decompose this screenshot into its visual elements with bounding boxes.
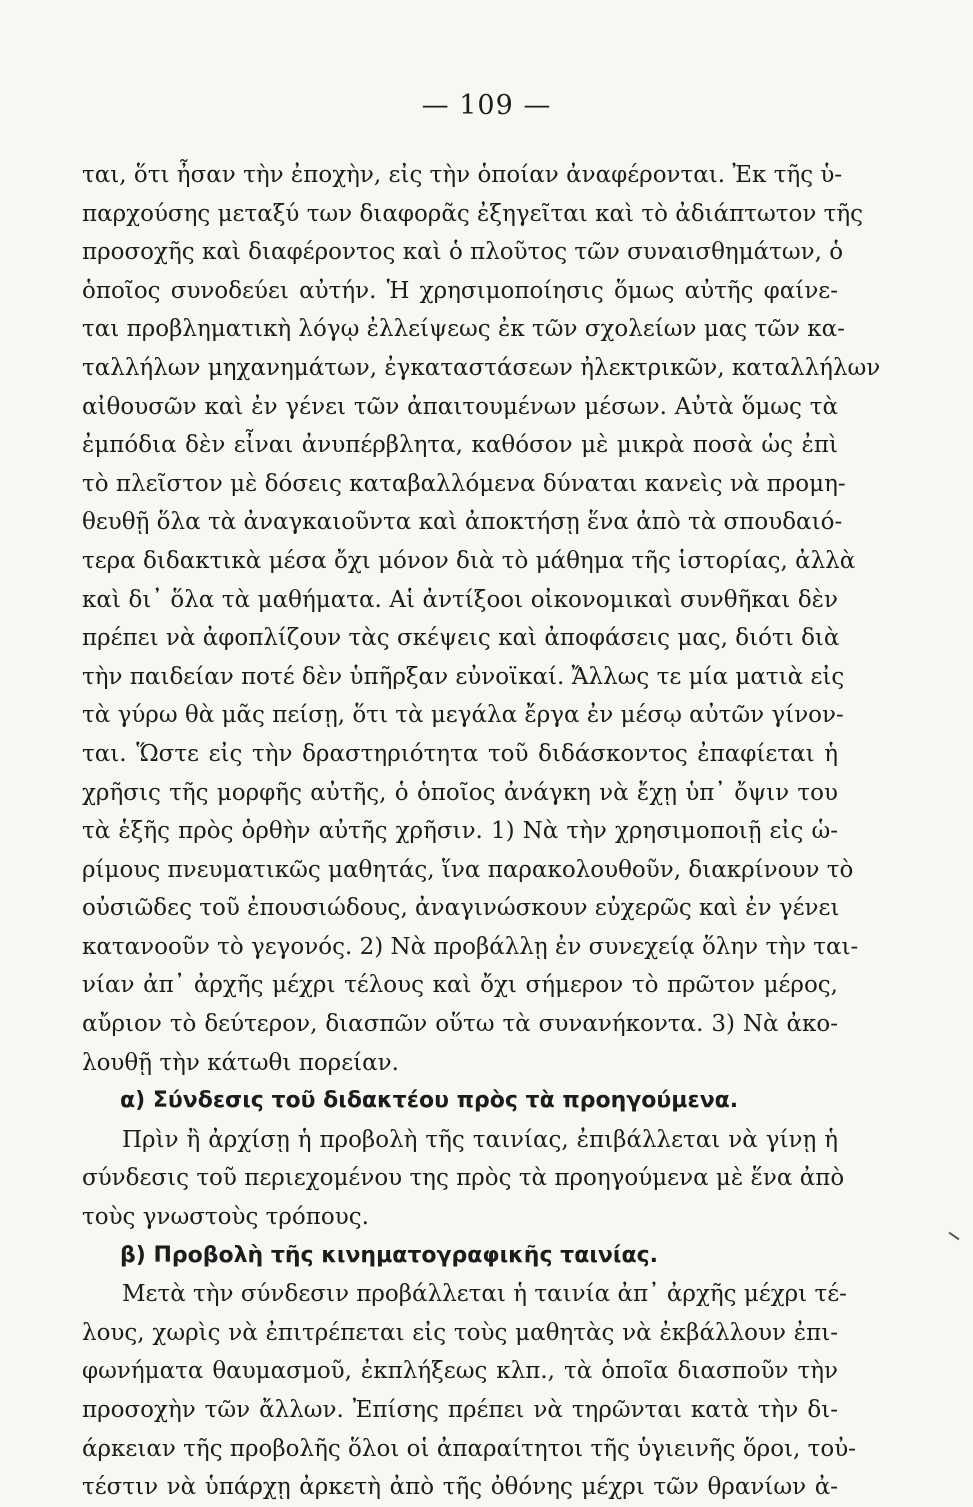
text-line: θευθῇ ὅλα τὰ ἀναγκαιοῦντα καὶ ἀποκτήσῃ ἕνα ἀπὸ τὰ σπουδαιό-: [82, 509, 843, 536]
text-line: ται. Ὥστε εἰς τὴν δραστηριότητα τοῦ διδάσκοντος ἐπαφίεται ἡ: [82, 740, 838, 767]
text-line: Μετὰ τὴν σύνδεσιν προβάλλεται ἡ ταινία ἀπ᾽ ἀρχῆς μέχρι τέ-: [122, 1281, 847, 1308]
section-heading-a: α) Σύνδεσις τοῦ διδακτέου πρὸς τὰ προηγούμενα.: [120, 1088, 739, 1114]
text-line: ται προβληματικὴ λόγῳ ἐλλείψεως ἐκ τῶν σχολείων μας τῶν κα-: [82, 316, 845, 343]
text-line: οὐσιῶδες τοῦ ἐπουσιώδους, ἀναγινώσκουν εὐχερῶς καὶ ἐν γένει: [82, 895, 840, 922]
text-line: ἐμπόδια δὲν εἶναι ἀνυπέρβλητα, καθόσον μὲ μικρὰ ποσὰ ὡς ἐπὶ: [82, 432, 838, 459]
text-line: ρίμους πνευματικῶς μαθητάς, ἵνα παρακολουθοῦν, διακρίνουν τὸ: [82, 856, 854, 883]
text-line: φωνήματα θαυμασμοῦ, ἐκπλήξεως κλπ., τὰ ὁποῖα διασποῦν τὴν: [82, 1358, 838, 1385]
text-line: τερα διδακτικὰ μέσα ὄχι μόνον διὰ τὸ μάθημα τῆς ἱστορίας, ἀλλὰ: [82, 547, 856, 574]
text-line: χρῆσις τῆς μορφῆς αὐτῆς, ὁ ὁποῖος ἀνάγκη νὰ ἔχῃ ὑπ᾽ ὄψιν του: [82, 779, 838, 806]
text-line: καὶ δι᾽ ὅλα τὰ μαθήματα. Αἱ ἀντίξοοι οἰκονομικαὶ συνθῆκαι δὲν: [82, 586, 838, 613]
text-line: άρκειαν τῆς προβολῆς ὅλοι οἱ ἀπαραίτητοι τῆς ὑγιεινῆς ὅροι, τοὐ-: [82, 1435, 857, 1462]
text-line: προσοχὴν τῶν ἄλλων. Ἐπίσης πρέπει νὰ τηρῶνται κατὰ τὴν δι-: [82, 1397, 838, 1423]
text-line: σύνδεσις τοῦ περιεχομένου της πρὸς τὰ προηγούμενα μὲ ἕνα ἀπὸ: [82, 1165, 845, 1192]
text-line: ταλλήλων μηχανημάτων, ἐγκαταστάσεων ἠλεκτρικῶν, καταλλήλων: [82, 354, 881, 381]
text-line: πρέπει νὰ ἀφοπλίζουν τὰς σκέψεις καὶ ἀποφάσεις μας, διότι διὰ: [82, 625, 840, 652]
text-line: κατανοοῦν τὸ γεγονός. 2) Νὰ προβάλλῃ ἐν συνεχείᾳ ὅλην τὴν ται-: [82, 933, 859, 960]
text-line: λους, χωρὶς νὰ ἐπιτρέπεται εἰς τοὺς μαθητὰς νὰ ἐκβάλλουν ἐπι-: [82, 1319, 838, 1346]
text-line: τὰ γύρω θὰ μᾶς πείσῃ, ὅτι τὰ μεγάλα ἔργα ἐν μέσῳ αὐτῶν γίνον-: [82, 702, 844, 729]
text-line: Πρὶν ἢ ἀρχίσῃ ἡ προβολὴ τῆς ταινίας, ἐπιβάλλεται νὰ γίνῃ ἡ: [122, 1126, 838, 1153]
text-line: προσοχῆς καὶ διαφέροντος καὶ ὁ πλοῦτος τῶν συναισθημάτων, ὁ: [82, 239, 844, 266]
text-line: αὔριον τὸ δεύτερον, διασπῶν οὕτω τὰ συνανήκοντα. 3) Νὰ ἀκο-: [82, 1011, 838, 1038]
scan-mark: [949, 1232, 960, 1241]
text-line: τὰ ἑξῆς πρὸς ὀρθὴν αὐτῆς χρῆσιν. 1) Νὰ τὴν χρησιμοποιῇ εἰς ὡ-: [82, 818, 838, 845]
page-body: [82, 156, 881, 1507]
section-heading-b: β) Προβολὴ τῆς κινηματογραφικῆς ταινίας.: [120, 1242, 658, 1268]
page-number: — 109 —: [421, 90, 552, 121]
text-line: τέστιν νὰ ὑπάρχῃ ἀρκετὴ ἀπὸ τῆς ὀθόνης μέχρι τῶν θρανίων ἀ-: [82, 1474, 838, 1501]
text-line: τὸ πλεῖστον μὲ δόσεις καταβαλλόμενα δύναται κανεὶς νὰ προμη-: [82, 470, 846, 497]
text-line: αἰθουσῶν καὶ ἐν γένει τῶν ἀπαιτουμένων μέσων. Αὐτὰ ὅμως τὰ: [82, 393, 838, 420]
text-line: παρχούσης μεταξύ των διαφορᾶς ἐξηγεῖται καὶ τὸ ἀδιάπτωτον τῆς: [82, 200, 864, 227]
text-line: ὁποῖος συνοδεύει αὐτήν. Ἡ χρησιμοποίησις ὅμως αὐτῆς φαίνε-: [82, 277, 838, 304]
text-line: τοὺς γνωστοὺς τρόπους.: [82, 1204, 369, 1231]
text-line: νίαν ἀπ᾽ ἀρχῆς μέχρι τέλους καὶ ὄχι σήμερον τὸ πρῶτον μέρος,: [82, 972, 838, 999]
text-line: λουθῇ τὴν κάτωθι πορείαν.: [82, 1049, 399, 1076]
text-line: ται, ὅτι ἦσαν τὴν ἐποχὴν, εἰς τὴν ὁποίαν ἀναφέρονται. Ἐκ τῆς ὑ-: [82, 162, 843, 188]
text-line: τὴν παιδείαν ποτέ δὲν ὑπῆρξαν εὐνοϊκαί. Ἄλλως τε μία ματιὰ εἰς: [82, 663, 845, 690]
